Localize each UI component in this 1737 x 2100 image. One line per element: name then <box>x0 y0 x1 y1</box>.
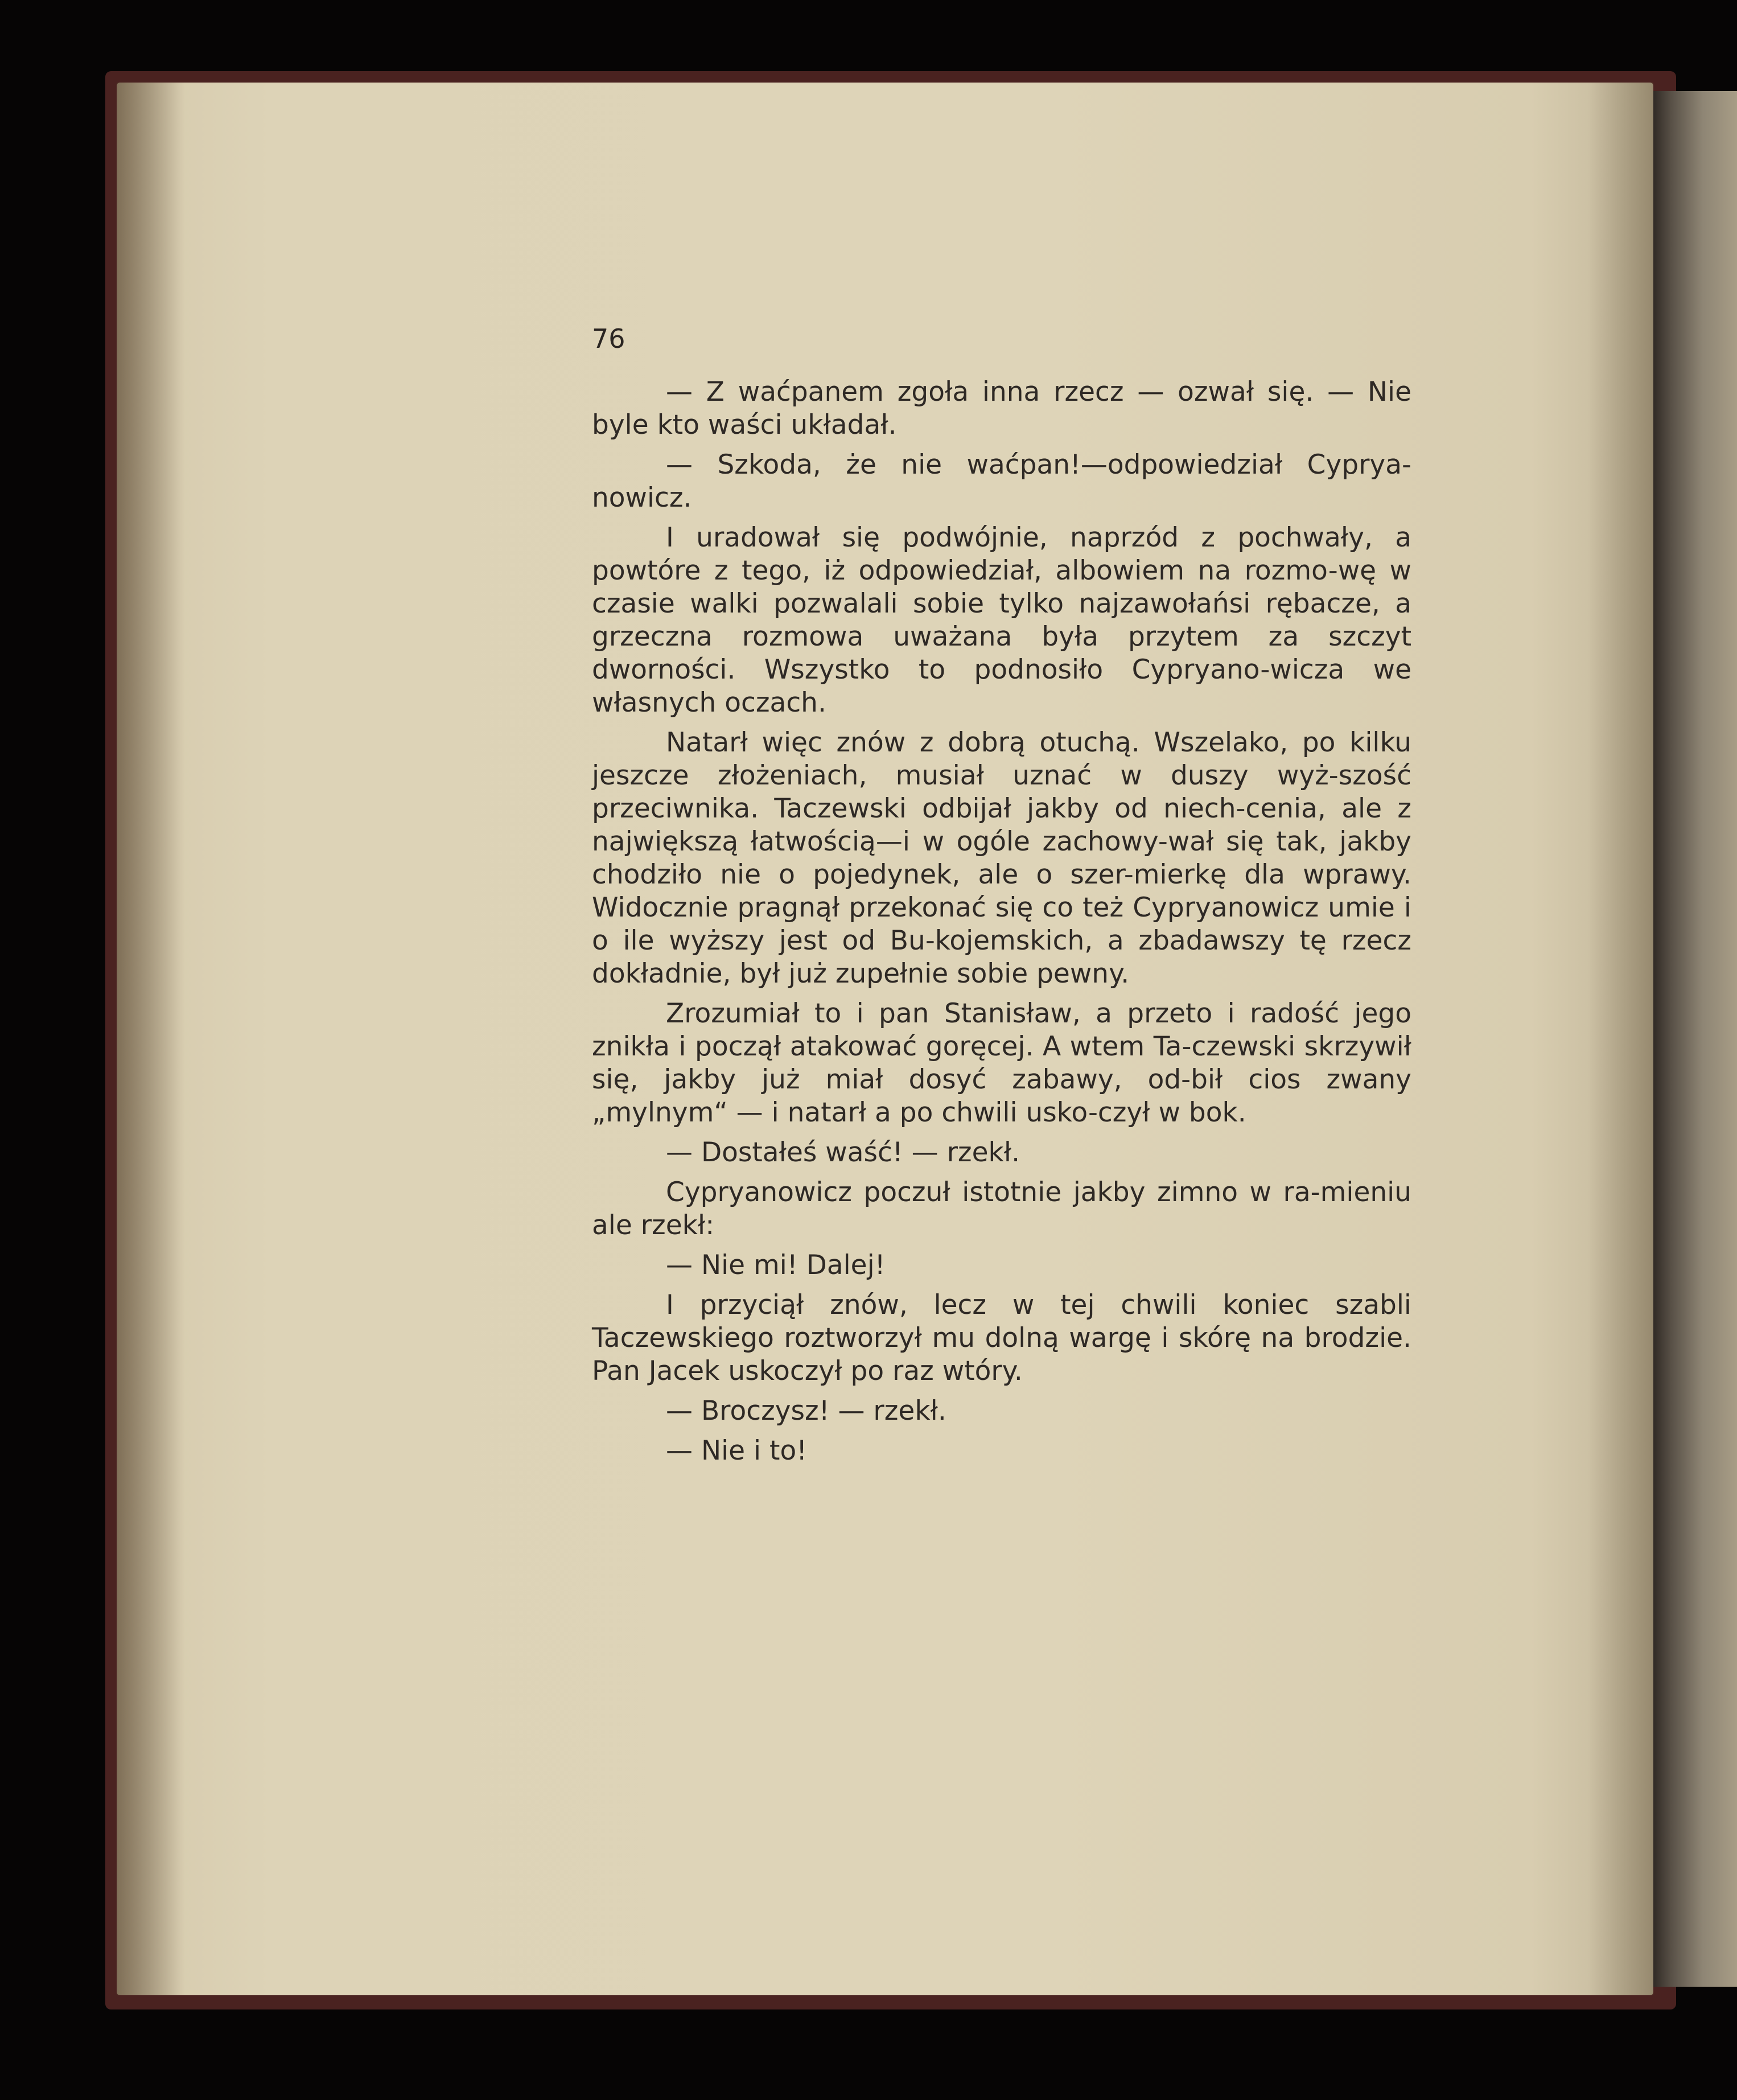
paragraph: Zrozumiał to i pan Stanisław, a przeto i radość jego znikła i począł atakować goręcej. A wtem Ta-czewski skrzywił się, jakby już miał dosyć zabawy, od-bił cios zwany „mylnym“ — i natarł a po chwili usko-czył w bok. <box>592 998 1411 1128</box>
paragraph: Cypryanowicz poczuł istotnie jakby zimno w ra-mieniu ale rzekł: <box>592 1177 1411 1241</box>
paragraph: — Z waćpanem zgoła inna rzecz — ozwał się. — Nie byle kto waści układał. <box>592 376 1411 441</box>
paragraph: I uradował się podwójnie, naprzód z pochwały, a powtóre z tego, iż odpowiedział, albowiem na rozmo-wę w czasie walki pozwalali sobie tylko najzawołańsi rębacze, a grzeczna rozmowa uważana była przytem za szczyt dworności. Wszystko to podnosiło Cypryano-wicza we własnych oczach. <box>592 522 1411 718</box>
paragraph: — Nie mi! Dalej! <box>666 1250 886 1281</box>
facing-page-edge <box>1650 91 1737 1987</box>
paragraph: I przyciął znów, lecz w tej chwili koniec szabli Taczewskiego roztworzył mu dolną wargę i skórę na brodzie. Pan Jacek uskoczył po raz wtóry. <box>592 1289 1411 1387</box>
paragraph: — Nie i to! <box>666 1435 808 1466</box>
gutter-shadow <box>117 83 185 1995</box>
paragraph: — Szkoda, że nie waćpan!—odpowiedział Cyprya-nowicz. <box>592 449 1411 513</box>
page-number: 76 <box>592 323 625 354</box>
paragraph: — Dostałeś waść! — rzekł. <box>666 1137 1020 1168</box>
paragraph: — Broczysz! — rzekł. <box>666 1395 946 1427</box>
page-edge-shadow <box>1588 83 1653 1995</box>
paragraph: Natarł więc znów z dobrą otuchą. Wszelako, po kilku jeszcze złożeniach, musiał uznać w duszy wyż-szość przeciwnika. Taczewski odbijał jakby od niech-cenia, ale z największą łatwością—i w ogóle zachowy-wał się tak, jakby chodziło nie o pojedynek, ale o szer-mierkę dla wprawy. Widocznie pragnął przekonać się co też Cypryanowicz umie i o ile wyższy jest od Bu-kojemskich, a zbadawszy tę rzecz dokładnie, był już zupełnie sobie pewny. <box>592 727 1411 989</box>
page-text <box>592 376 1411 1474</box>
